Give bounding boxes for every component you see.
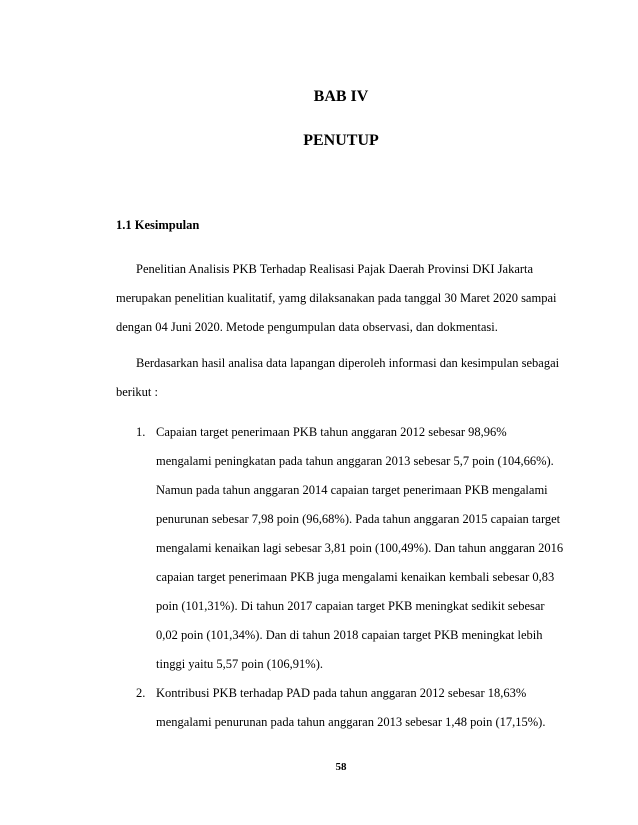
list-item-number: 2. [136,686,146,700]
list-item-line: poin (101,31%). Di tahun 2017 capaian target PKB meningkat sedikit sebesar [156,599,545,613]
chapter-number: BAB IV [313,88,369,105]
list-item-line: Namun pada tahun anggaran 2014 capaian target penerimaan PKB mengalami [156,483,548,497]
list-item-line: tinggi yaitu 5,57 poin (106,91%). [156,657,323,671]
list-item-line: Capaian target penerimaan PKB tahun anggaran 2012 sebesar 98,96% [156,425,507,439]
list-item-line: mengalami penurunan pada tahun anggaran 2013 sebesar 1,48 poin (17,15%). [156,715,546,729]
page-number: 58 [335,761,347,773]
paragraph-1-line: dengan 04 Juni 2020. Metode pengumpulan data observasi, dan dokmentasi. [116,320,498,334]
paragraph-1-line: Penelitian Analisis PKB Terhadap Realisasi Pajak Daerah Provinsi DKI Jakarta [136,262,534,276]
chapter-title: PENUTUP [303,132,379,149]
list-item-line: mengalami kenaikan lagi sebesar 3,81 poin (100,49%). Dan tahun anggaran 2016 [156,541,564,555]
list-item-line: mengalami peningkatan pada tahun anggaran 2013 sebesar 5,7 poin (104,66%). [156,454,554,468]
list-item-line: capaian target penerimaan PKB juga mengalami kenaikan kembali sebesar 0,83 [156,570,555,584]
list-item-number: 1. [136,425,146,439]
paragraph-2-line: berikut : [116,385,159,399]
list-item-line: Kontribusi PKB terhadap PAD pada tahun anggaran 2012 sebesar 18,63% [156,686,527,700]
paragraph-2-line: Berdasarkan hasil analisa data lapangan diperoleh informasi dan kesimpulan sebagai [136,356,560,370]
paragraph-1-line: merupakan penelitian kualitatif, yamg dilaksanakan pada tanggal 30 Maret 2020 sampai [116,291,557,305]
list-item-line: 0,02 poin (101,34%). Dan di tahun 2018 capaian target PKB meningkat lebih [156,628,543,642]
section-heading: 1.1 Kesimpulan [116,218,200,232]
list-item-line: penurunan sebesar 7,98 poin (96,68%). Pada tahun anggaran 2015 capaian target [156,512,561,526]
